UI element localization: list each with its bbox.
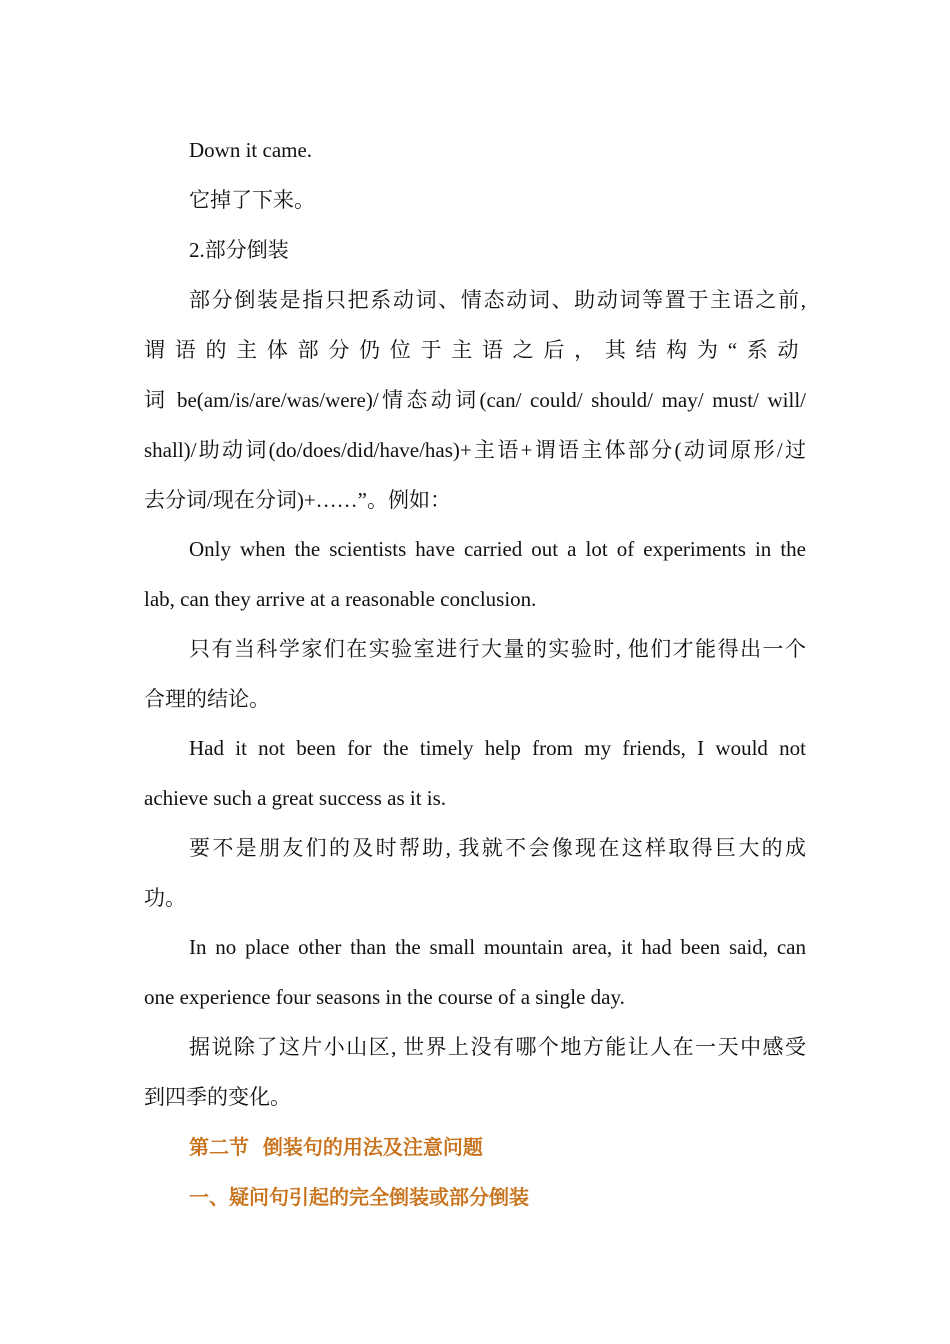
section-heading: 第二节 倒装句的用法及注意问题 (189, 1135, 483, 1159)
example-translation-chinese: 合理的结论。 (144, 687, 270, 711)
example-translation-chinese: 它掉了下来。 (189, 188, 315, 212)
paragraph-line: 部分倒装是指只把系动词、情态动词、助动词等置于主语之前, (189, 288, 806, 312)
paragraph-line: 词 be(am/is/are/was/were)/情态动词(can/ could/ should/ may/ must/ will/ (144, 388, 806, 412)
example-sentence-english: one experience four seasons in the course of a single day. (144, 985, 625, 1009)
example-translation-chinese: 只有当科学家们在实验室进行大量的实验时, 他们才能得出一个 (189, 637, 806, 661)
example-translation-chinese: 功。 (144, 886, 186, 910)
paragraph-line: 去分词/现在分词)+……”。例如： (144, 488, 451, 512)
example-translation-chinese: 要不是朋友们的及时帮助, 我就不会像现在这样取得巨大的成 (189, 836, 806, 860)
subsection-heading: 一、疑问句引起的完全倒装或部分倒装 (189, 1185, 529, 1209)
paragraph-line: 谓语的主体部分仍位于主语之后，其结构为“系动 (144, 338, 806, 362)
subheading-partial-inversion: 2.部分倒装 (189, 238, 289, 262)
paragraph-line: shall)/助动词(do/does/did/have/has)+主语+谓语主体部分(动词原形/过 (144, 438, 806, 462)
example-sentence-english: achieve such a great success as it is. (144, 786, 447, 810)
example-sentence-english: Only when the scientists have carried out a lot of experiments in the (189, 537, 806, 561)
example-translation-chinese: 据说除了这片小山区, 世界上没有哪个地方能让人在一天中感受 (189, 1035, 806, 1059)
example-sentence-english: Down it came. (189, 138, 313, 162)
example-translation-chinese: 到四季的变化。 (144, 1085, 291, 1109)
example-sentence-english: lab, can they arrive at a reasonable conclusion. (144, 587, 537, 611)
example-sentence-english: Had it not been for the timely help from my friends, I would not (189, 736, 806, 760)
example-sentence-english: In no place other than the small mountain area, it had been said, can (189, 935, 806, 959)
